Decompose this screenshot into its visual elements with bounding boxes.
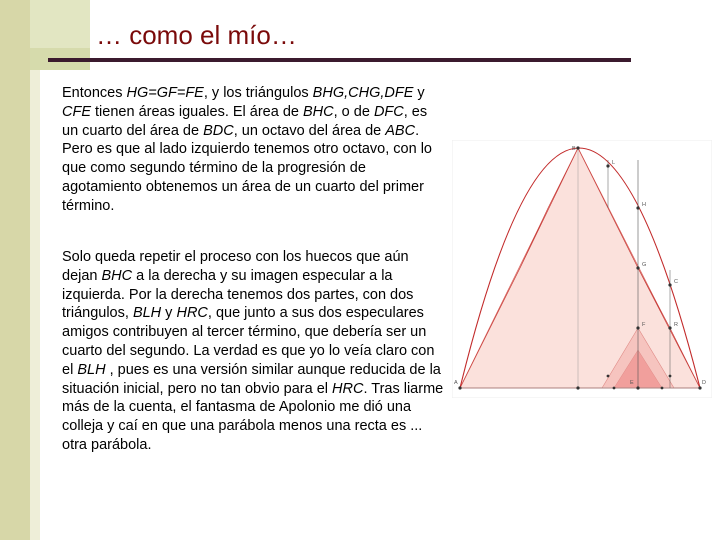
paragraph-2: [62, 248, 446, 455]
parabola-diagram: [452, 140, 712, 398]
paragraph1-segment: , o de: [333, 103, 374, 120]
point-b: [576, 146, 579, 149]
paragraph2-segment: y: [161, 305, 177, 322]
label-l: L: [612, 160, 616, 166]
point-base-2: [613, 387, 616, 390]
paragraph1-segment: DFC: [373, 103, 404, 120]
point-r: [668, 326, 671, 329]
paragraph1-segment: HG=GF=FE: [126, 85, 204, 101]
point-h: [636, 206, 639, 209]
slide-title: … como el mío…: [96, 20, 297, 50]
paragraph1-segment: y: [413, 85, 425, 101]
paragraph1-segment: . Pero es que al lado izquierdo tenemos otro octavo, con lo que como segundo término de la progresión de agotamiento obtenemos un área de un cuarto del primer término.: [62, 122, 432, 214]
point-low-1: [607, 375, 610, 378]
sidebar-band: [0, 0, 30, 540]
paragraph1-segment: tienen áreas iguales. El área de: [91, 103, 303, 120]
label-c: C: [674, 279, 678, 285]
title-divider: [48, 58, 631, 62]
point-a: [458, 386, 461, 389]
decor-square-top: [30, 0, 90, 48]
paragraph2-segment: BLH: [132, 305, 162, 322]
point-f: [636, 326, 639, 329]
point-l: [606, 164, 609, 167]
label-b: B: [572, 146, 576, 152]
point-low-2: [669, 375, 672, 378]
paragraph-1: [62, 84, 446, 216]
paragraph2-segment: Solo queda repetir el proceso con los huecos que aún dejan: [62, 249, 409, 284]
paragraph2-segment: BLH: [77, 361, 106, 378]
paragraph1-segment: BHC: [303, 103, 334, 120]
paragraph1-segment: , es un cuarto del área de: [62, 103, 428, 139]
point-g: [636, 266, 639, 269]
label-a: A: [454, 380, 458, 386]
paragraph2-segment: , que junto a sus dos especulares amigos contribuyen al tercer término, que debería ser un cuarto del segundo. La verdad es que yo lo veía claro con el: [62, 305, 435, 378]
label-f: F: [642, 322, 646, 328]
paragraph2-segment: BHC: [101, 267, 133, 284]
point-base-3: [661, 387, 664, 390]
sidebar-shade: [30, 0, 40, 540]
label-r: R: [674, 322, 678, 328]
paragraph2-segment: HRC: [176, 305, 208, 322]
paragraph2-segment: , pues es una versión similar aunque reducida de la situación inicial, pero no tan obvio para el: [62, 361, 441, 397]
paragraph1-segment: BHG,CHG,DFE: [312, 85, 414, 101]
paragraph2-segment: . Tras liarme más de la cuenta, el fantasma de Apolonio me dió una colleja y caí en que una parábola menos una recta es ... otra parábola.: [62, 380, 444, 453]
parabola-figure: [452, 140, 712, 403]
paragraph1-segment: Entonces: [62, 85, 127, 101]
label-d: D: [702, 380, 706, 386]
point-base-mid: [576, 386, 579, 389]
paragraph1-segment: CFE: [62, 103, 91, 120]
point-d: [698, 386, 701, 389]
point-c: [668, 283, 671, 286]
paragraph2-segment: HRC: [332, 380, 364, 397]
paragraph2-segment: a la derecha y su imagen especular a la izquierda. Por la derecha tenemos dos partes, con dos triángulos,: [62, 267, 414, 322]
label-g: G: [642, 262, 647, 268]
paragraph1-segment: , y los triángulos: [203, 85, 313, 101]
label-e: E: [630, 380, 634, 386]
label-h: H: [642, 202, 646, 208]
point-e: [636, 386, 639, 389]
paragraph1-segment: BDC: [203, 122, 234, 139]
paragraph1-segment: , un octavo del área de: [233, 122, 386, 139]
paragraph1-segment: ABC: [385, 122, 416, 139]
